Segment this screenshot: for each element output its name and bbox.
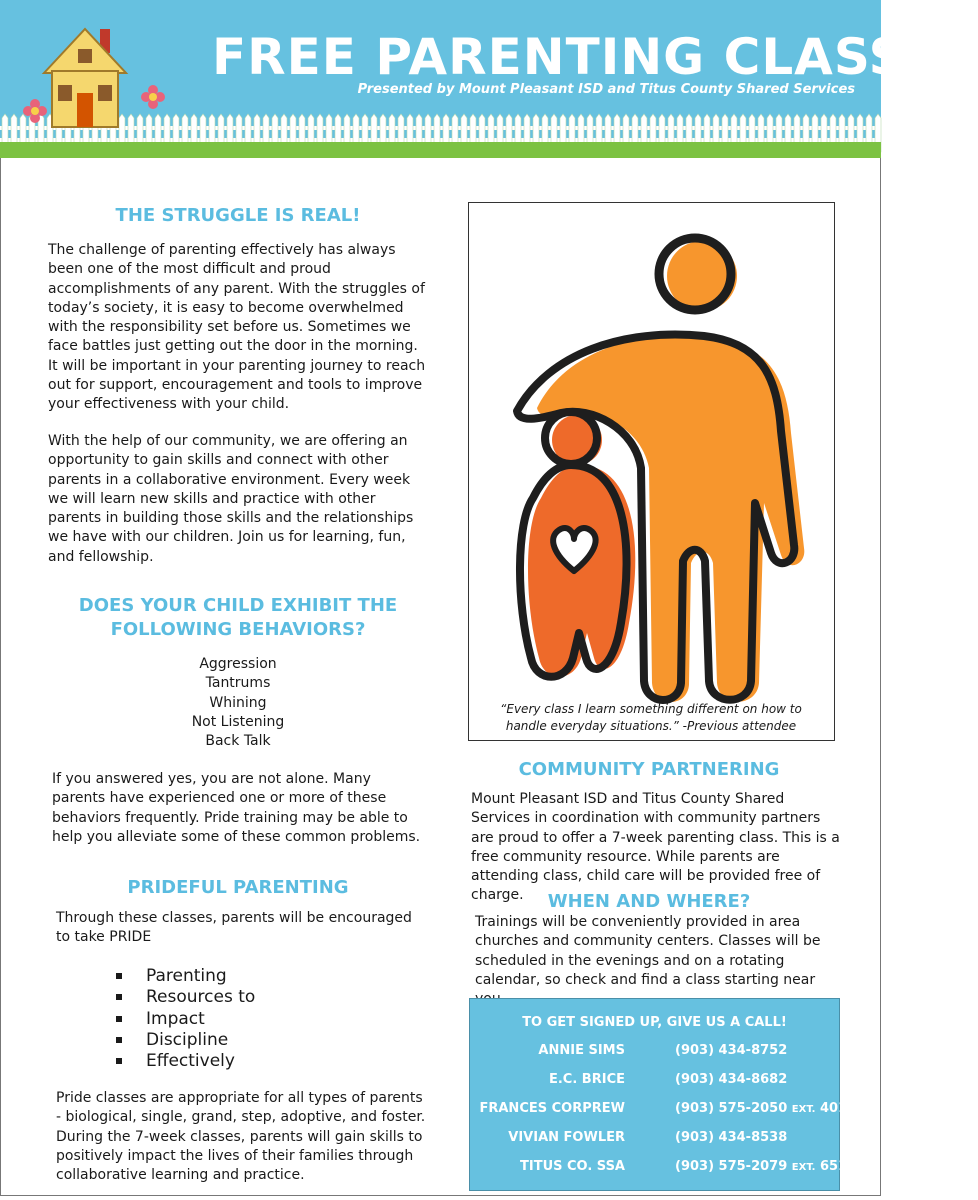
pride-acronym-list: [112, 966, 255, 1072]
prideful-heading: PRIDEFUL PARENTING: [127, 877, 349, 898]
signup-box: [469, 998, 857, 1191]
illustration-frame: [468, 202, 835, 741]
contact-name: VIVIAN FOWLER: [508, 1130, 625, 1145]
contact-phone[interactable]: (903) 434-8682: [675, 1072, 788, 1087]
pride-item: Effectively: [112, 1051, 255, 1072]
contact-row: [470, 1043, 839, 1063]
flower-icon: [140, 84, 166, 110]
behaviors-list: [138, 655, 338, 751]
pride-item: Discipline: [112, 1030, 255, 1051]
ext-label: EXT.: [791, 1104, 816, 1115]
ext-label: EXT.: [791, 1162, 816, 1173]
contact-row: [470, 1130, 839, 1150]
contact-row: [470, 1159, 857, 1179]
parent-child-illustration: [469, 203, 834, 740]
struggle-paragraph-1: The challenge of parenting effectively has always been one of the most difficult and proud accomplishments of any parent. With the struggles of today’s society, it is easy to become overwhelmed with the responsibility set before us. Sometimes we face battles just getting out the door in the morning. It will be important in your parenting journey to reach out for support, encouragement and tools to improve your effectiveness with your child.: [48, 242, 426, 413]
struggle-heading: THE STRUGGLE IS REAL!: [115, 205, 361, 226]
community-heading: COMMUNITY PARTNERING: [518, 759, 780, 780]
contact-row: [470, 1101, 857, 1121]
contact-phone[interactable]: (903) 434-8752: [675, 1043, 788, 1058]
testimonial-quote: “Every class I learn something different on how to handle everyday situations.” -Previous attendee: [500, 702, 802, 733]
community-text: Mount Pleasant ISD and Titus County Shared Services in coordination with community partners are proud to offer a 7-week parenting class. This is a free community resource. While parents are attending class, child care will be provided free of charge.: [471, 791, 840, 904]
ext-number: 6518: [819, 1159, 857, 1174]
behaviors-answer: If you answered yes, you are not alone. Many parents have experienced one or more of these behaviors frequently. Pride training may be able to help you alleviate some of these common problems.: [52, 771, 421, 845]
page-subtitle: Presented by Mount Pleasant ISD and Titus County Shared Services: [357, 82, 855, 97]
behavior-item: Aggression: [199, 656, 277, 672]
contact-row: [470, 1072, 839, 1092]
signup-heading: TO GET SIGNED UP, GIVE US A CALL!: [522, 1015, 787, 1030]
behavior-item: Back Talk: [205, 733, 271, 750]
where-text: Trainings will be conveniently provided in area churches and community centers. Classes will be scheduled in the evenings and on a rotating calendar, so check and find a class starting near: [475, 914, 821, 988]
prideful-intro: Through these classes, parents will be encouraged to take PRIDE: [56, 910, 412, 946]
page-title: FREE PARENTING CLASSES: [212, 28, 978, 86]
pride-item: Resources to: [112, 987, 255, 1008]
where-heading: WHEN AND WHERE?: [547, 891, 751, 912]
struggle-paragraph-2: With the help of our community, we are offering an opportunity to gain skills and connect with other parents in a collaborative environment. Every week we will learn new skills and practice with other parents in building those skills and the relationships we have with our children. Join us for learning, fun, and fellowship.: [48, 433, 414, 565]
grass-strip: [0, 142, 881, 158]
contact-phone[interactable]: (903) 434-8538: [675, 1130, 788, 1145]
ext-number: 4014: [819, 1101, 857, 1116]
contact-name: TITUS CO. SSA: [520, 1159, 625, 1174]
prideful-closing: Pride classes are appropriate for all types of parents - biological, single, grand, step, adoptive, and foster. During the 7-week classes, parents will gain skills to positively impact the lives of their families through collaborative learning and practice.: [56, 1090, 426, 1184]
contact-name: FRANCES CORPREW: [479, 1101, 625, 1116]
contact-name: E.C. BRICE: [548, 1072, 625, 1087]
behaviors-heading-line-1: DOES YOUR CHILD EXHIBIT THE: [78, 595, 398, 616]
pride-item: Impact: [112, 1009, 255, 1030]
behavior-item: Not Listening: [191, 713, 285, 730]
contact-phone[interactable]: (903) 575-2079 EXT. 6518: [675, 1159, 857, 1174]
contact-name: ANNIE SIMS: [538, 1043, 625, 1058]
behaviors-heading-line-2: FOLLOWING BEHAVIORS?: [110, 619, 366, 640]
behaviors-heading: [48, 594, 428, 642]
behavior-item: Tantrums: [205, 675, 271, 692]
house-icon: [40, 25, 130, 130]
flower-icon: [22, 98, 48, 124]
behavior-item: Whining: [209, 694, 267, 711]
header-banner: [0, 0, 978, 158]
contact-phone[interactable]: (903) 575-2050 EXT. 4014: [675, 1101, 857, 1116]
pride-item: Parenting: [112, 966, 255, 987]
